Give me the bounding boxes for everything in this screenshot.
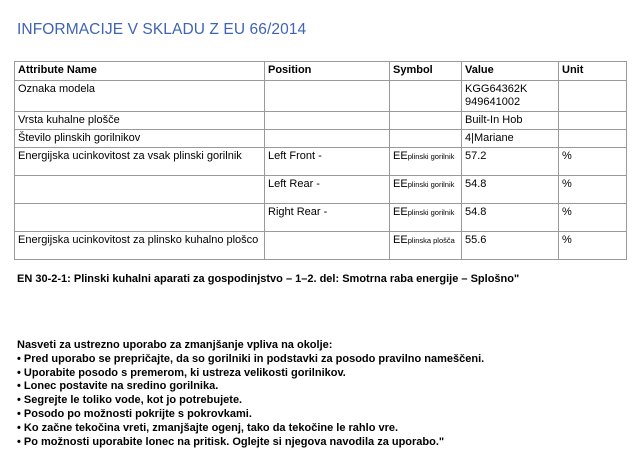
advice-heading: Nasveti za ustrezno uporabo za zmanjšanje vpliva na okolje:: [17, 339, 333, 351]
cell-value: 4|Mariane: [462, 130, 559, 148]
table-row: [15, 130, 627, 148]
energy-info-table: [14, 61, 627, 260]
cell-symbol: [390, 112, 462, 130]
cell-position: [265, 81, 390, 112]
advice-item: • Pred uporabo se prepričajte, da so gorilniki in podstavki za posodo pravilno nameščeni.: [17, 352, 485, 365]
cell-attribute: Vrsta kuhalne plošče: [15, 112, 265, 130]
cell-unit: %: [559, 232, 627, 260]
header-attribute-name: Attribute Name: [15, 62, 265, 81]
cell-attribute: [15, 176, 265, 204]
cell-symbol: [390, 204, 462, 232]
symbol-main: EE: [393, 234, 408, 246]
cell-attribute: Število plinskih gorilnikov: [15, 130, 265, 148]
cell-unit: [559, 130, 627, 148]
cell-position: [265, 232, 390, 260]
header-value: Value: [462, 62, 559, 81]
cell-symbol: [390, 81, 462, 112]
cell-position: Left Front -: [265, 148, 390, 176]
cell-attribute: Energijska ucinkovitost za vsak plinski gorilnik: [15, 148, 265, 176]
advice-item: • Ko začne tekočina vreti, zmanjšajte ogenj, tako da tekočine le rahlo vre.: [17, 421, 399, 434]
usage-advice: [17, 339, 484, 449]
advice-item: • Segrejte le toliko vode, kot jo potrebujete.: [17, 394, 243, 407]
table-row: [15, 81, 627, 112]
cell-symbol: [390, 232, 462, 260]
header-symbol: Symbol: [390, 62, 462, 81]
cell-symbol: [390, 176, 462, 204]
cell-attribute: Energijska ucinkovitost za plinsko kuhalno plošco: [15, 232, 265, 260]
table-row: [15, 176, 627, 204]
cell-value: 54.8: [462, 204, 559, 232]
cell-value: 57.2: [462, 148, 559, 176]
cell-value: Built-In Hob: [462, 112, 559, 130]
header-unit: Unit: [559, 62, 627, 81]
page-title: INFORMACIJE V SKLADU Z EU 66/2014: [17, 21, 307, 38]
cell-unit: [559, 112, 627, 130]
cell-symbol: [390, 130, 462, 148]
cell-value: 55.6: [462, 232, 559, 260]
cell-symbol: [390, 148, 462, 176]
cell-unit: %: [559, 204, 627, 232]
symbol-subscript: plinski gorilnik: [407, 180, 455, 189]
symbol-subscript: plinska plošča: [407, 236, 455, 245]
cell-position: [265, 130, 390, 148]
symbol-main: EE: [393, 150, 408, 162]
advice-item: • Po možnosti uporabite lonec na pritisk. Oglejte si njegova navodila za uporabo.": [17, 435, 445, 448]
cell-value: 54.8: [462, 176, 559, 204]
standard-reference: EN 30-2-1: Plinski kuhalni aparati za gospodinjstvo – 1–2. del: Smotrna raba energije – Splošno": [17, 273, 520, 285]
symbol-main: EE: [393, 178, 408, 190]
table-header-row: [15, 62, 627, 81]
header-position: Position: [265, 62, 390, 81]
cell-unit: [559, 81, 627, 112]
cell-unit: %: [559, 148, 627, 176]
symbol-subscript: plinski gorilnik: [407, 208, 455, 217]
table-row: [15, 204, 627, 232]
cell-attribute: Oznaka modela: [15, 81, 265, 112]
symbol-main: EE: [393, 206, 408, 218]
table-row: [15, 148, 627, 176]
cell-value: KGG64362K 949641002: [462, 81, 559, 112]
advice-item: • Uporabite posodo s premerom, ki ustreza velikosti gorilnikov.: [17, 366, 346, 379]
advice-list: [17, 353, 484, 450]
table-row: [15, 232, 627, 260]
table-row: [15, 112, 627, 130]
symbol-subscript: plinski gorilnik: [407, 152, 455, 161]
cell-position: Left Rear -: [265, 176, 390, 204]
cell-unit: %: [559, 176, 627, 204]
cell-attribute: [15, 204, 265, 232]
cell-position: [265, 112, 390, 130]
advice-item: • Posodo po možnosti pokrijte s pokrovkami.: [17, 407, 252, 420]
advice-item: • Lonec postavite na sredino gorilnika.: [17, 380, 219, 393]
cell-position: Right Rear -: [265, 204, 390, 232]
